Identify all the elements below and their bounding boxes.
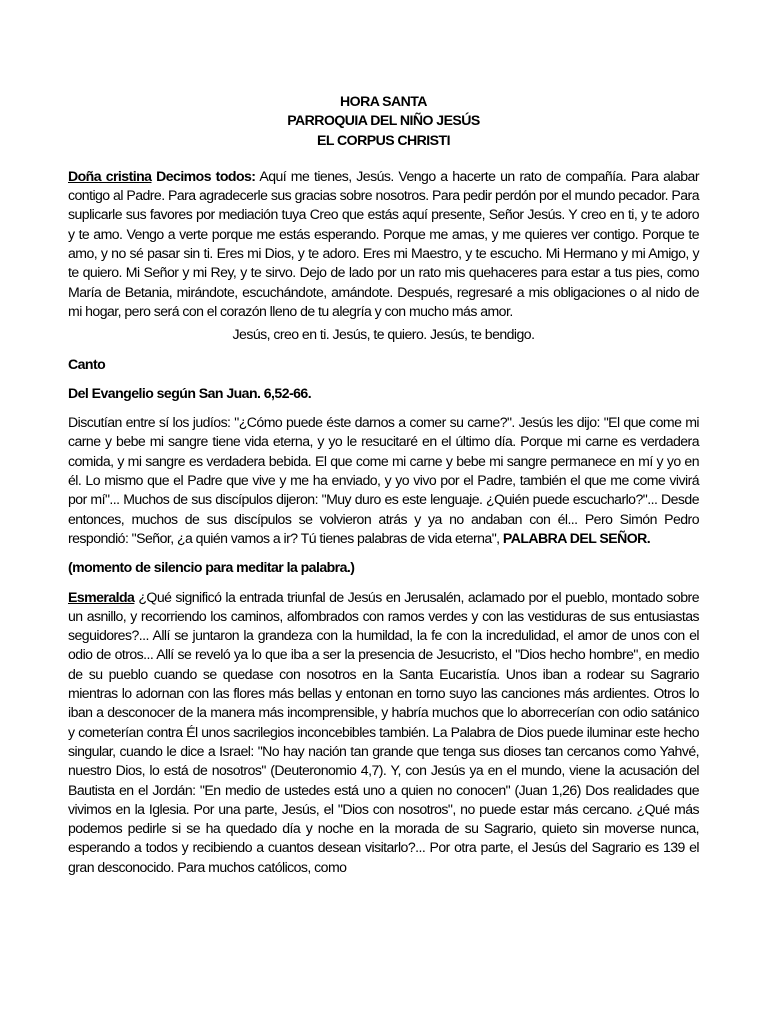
speaker-name: Esmeralda bbox=[68, 588, 135, 605]
gospel-heading: Del Evangelio según San Juan. 6,52-66. bbox=[68, 384, 312, 401]
gospel-text: Discutían entre sí los judíos: "¿Cómo puede éste darnos a comer su carne?". Jesús les dijo: "El que come mi carne y bebe mi sangre tiene vida eterna, y yo le resucitaré en el último día. Porque mi carne es verdadera comida, y mi sangre es verdadera bebida. El que come mi carne y bebe mi sangre permanece en mí y yo en él. Lo mismo que el Padre que vive y me ha enviado, y yo vivo por el Padre, también el que me come vivirá por mí"... Muchos de sus discípulos dijeron: "Muy duro es este lenguaje. ¿Quién puede escucharlo?"... Desde entonces, muchos de sus discípulos se volvieron atrás y ya no andaban con él... Pero Simón Pedro respondió: "Señor, ¿a quién vamos a ir? Tú tienes palabras de vida eterna", bbox=[68, 414, 699, 546]
canto-heading: Canto bbox=[68, 355, 106, 372]
paragraph-esmeralda bbox=[68, 588, 699, 877]
title-line-1: HORA SANTA bbox=[340, 93, 427, 109]
refrain: Jesús, creo en ti. Jesús, te quiero. Jesús, te bendigo. bbox=[232, 326, 535, 343]
prayer-text: Aquí me tienes, Jesús. Vengo a hacerte un rato de compañía. Para alabar contigo al Padre. Para agradecerle sus gracias sobre nosotros. Para pedir perdón por el mundo pecador. Para suplicarle sus favores por mediación tuya Creo que estás aquí presente, Señor Jesús. Y creo en ti, y te adoro y te amo. Vengo a verte porque me estás esperando. Porque me amas, y me quieres ver contigo. Porque te amo, y no sé pasar sin ti. Eres mi Dios, y te adoro. Eres mi Maestro, y te escucho. Mi Hermano y mi Amigo, y te quiero. Mi Señor y mi Rey, y te sirvo. Dejo de lado por un rato mis quehaceres para estar a tus pies, como María de Betania, mirándote, escuchándote, amándote. Después, regresaré a mis obligaciones o al nido de mi hogar, pero será con el corazón lleno de tu alegría y con mucho más amor. bbox=[68, 167, 699, 319]
document-title bbox=[68, 92, 699, 150]
prayer-lead: Decimos todos: bbox=[156, 167, 256, 184]
title-line-2: PARROQUIA DEL NIÑO JESÚS bbox=[287, 112, 480, 129]
paragraph-dona-cristina bbox=[68, 167, 699, 321]
silence-note: (momento de silencio para meditar la palabra.) bbox=[68, 559, 355, 576]
reflection-text: ¿Qué significó la entrada triunfal de Jesús en Jerusalén, aclamado por el pueblo, montado sobre un asnillo, y recorriendo los caminos, alfombrados con ramos verdes y con las vestiduras de sus entusiastas seguidores?... Allí se juntaron la grandeza con la humildad, la fe con la incredulidad, el amor de unos con el odio de otros... Allí se reveló ya lo que iba a ser la presencia de Jesucristo, el "Dios hecho hombre", en medio de su pueblo cuando se quedase con nosotros en la Santa Eucaristía. Unos iban a rodear su Sagrario mientras lo adornan con las flores más bellas y entonan en torno suyo las canciones más ardientes. Otros lo iban a desconocer de la manera más incomprensible, y habría muchos que lo aborrecerían con odio satánico y cometerían contra Él unos sacrilegios inconcebibles también. La Palabra de Dios puede iluminar este hecho singular, cuando le dice a Israel: "No hay nación tan grande que tenga sus dioses tan cercanos como Yahvé, nuestro Dios, lo está de nosotros" (Deuteronomio 4,7). Y, con Jesús ya en el mundo, viene la acusación del Bautista en el Jordán: "En medio de ustedes está uno a quien no conocen" (Juan 1,26) Dos realidades que vivimos en la Iglesia. Por una parte, Jesús, el "Dios con nosotros", no puede estar más cercano. ¿Qué más podemos pedirle si se ha quedado día y noche en la morada de su Sagrario, quieto sin moverse nunca, esperando a todos y recibiendo a cuantos desean visitarlo?... Por otra parte, el Jesús del Sagrario es 139 el gran desconocido. Para muchos católicos, como bbox=[68, 588, 699, 875]
document-body bbox=[68, 92, 699, 877]
title-line-3: EL CORPUS CHRISTI bbox=[317, 131, 450, 148]
speaker-name: Doña cristina bbox=[68, 167, 152, 184]
gospel-closing: PALABRA DEL SEÑOR. bbox=[502, 529, 651, 546]
gospel-paragraph bbox=[68, 413, 699, 548]
